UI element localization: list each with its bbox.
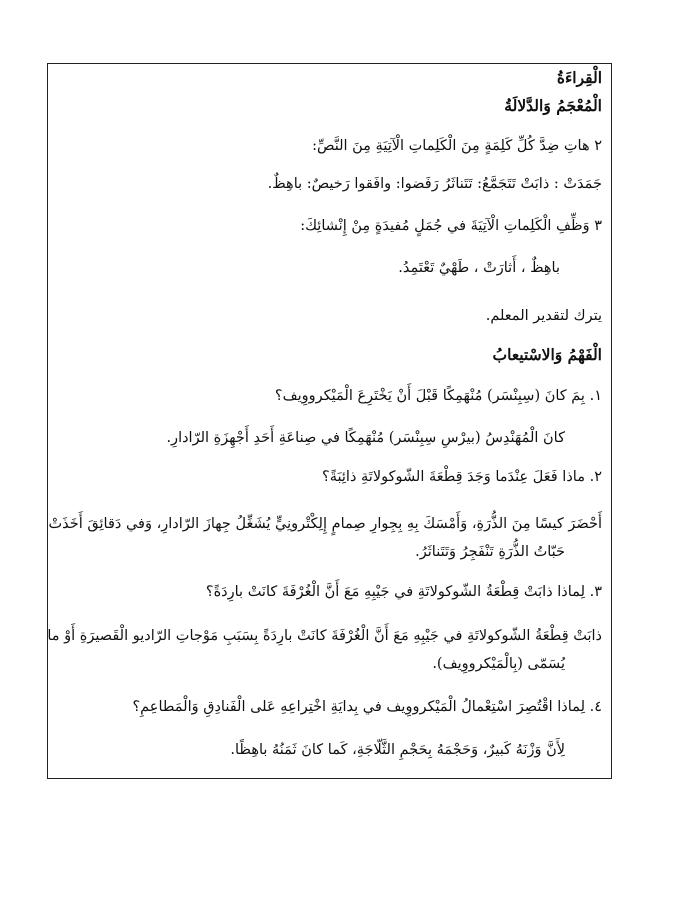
comprehension-answer-2-line-2: حَبّاتُ الذُّرَةِ تَنْفَجِرُ وَتَتَناثَرُ. [415,544,565,560]
comprehension-answer-1: كانَ الْمُهَنْدِسُ (بيرْسِ سِبِنْسَر) مُنْهَمِكًا في صِناعَةِ أَحَدِ أَجْهِزَةِ الرّادارِ. [166,430,565,446]
comprehension-question-3: ٣. لِماذا ذابَتْ قِطْعَةُ الشّوكولاتَةِ في جَيْبِهِ مَعَ أَنَّ الْغُرْفَةَ كانَتْ بارِدَةً؟ [205,584,602,600]
comprehension-question-1: ١. بِمَ كانَ (سِبِنْسَر) مُنْهَمِكًا قَبْلَ أَنْ يَخْتَرِعَ الْمَيْكرووِيف؟ [274,388,602,404]
question-3-note: يترك لتقدير المعلم. [485,308,602,324]
section-lexicon-heading: الْمُعْجَمُ وَالدَّلالَةُ [504,96,602,115]
question-3-words: باهِظٌ ، أَثارَتْ ، طَهْيٌ تَعْتَمِدُ. [398,260,560,276]
comprehension-question-2: ٢. ماذا فَعَلَ عِنْدَما وَجَدَ قِطْعَةَ الشّوكولاتَةِ ذائِبَةً؟ [322,469,602,485]
comprehension-answer-2-line-1: أَحْضَرَ كيسًا مِنَ الذُّرَةِ، وَأَمْسَكَ بِهِ بِجِوارِ صِمامٍ إِلِكْتْرونِيٍّ يُشَغِّلُ جِهازَ الرّادارِ، وَفي دَقائِقَ أَخَذَتْ [48,516,602,532]
section-comprehension-heading: الْفَهْمُ وَالاسْتيعابُ [492,345,602,364]
comprehension-answer-4: لِأَنَّ وَزْنَهُ كَبيرٌ، وَحَجْمَهُ بِحَجْمِ الثَّلّاجَةِ، كَما كانَ ثَمَنُهُ باهِظًا. [230,742,565,758]
question-2: ٢ هاتِ ضِدَّ كُلِّ كَلِمَةٍ مِنَ الْكَلِماتِ الْآتِيَةِ مِنَ النَّصِّ: [312,138,602,154]
comprehension-question-4: ٤. لِماذا اقْتُصِرَ اسْتِعْمالُ الْمَيْكرووِيف في بِدايَةِ اخْتِراعِهِ عَلى الْفَنادِقِ وَالْمَطاعِمِ؟ [132,699,602,715]
comprehension-answer-3-line-1: ذابَتْ قِطْعَةُ الشّوكولاتَةِ في جَيْبِهِ مَعَ أَنَّ الْغُرْفَةَ كانَتْ بارِدَةً بِسَبَبِ مَوْجاتِ الرّاديو الْقَصيرَةِ أَوْ ما [47,628,602,644]
section-reading-heading: الْقِراءَةُ [556,68,602,87]
question-2-answer: جَمَدَتْ : ذابَتْ تَتَجَمَّعُ: تَتَناثَرُ رَفَضوا: وافَقوا رَخيصٌ: باهِظٌ. [267,176,602,192]
comprehension-answer-3-line-2: يُسَمّى (بِالْمَيْكرووِيف). [432,656,565,672]
question-3: ٣ وَظِّفِ الْكَلِماتِ الْآتِيَةَ في جُمَلٍ مُفيدَةٍ مِنْ إِنْشائِكَ: [300,218,602,234]
